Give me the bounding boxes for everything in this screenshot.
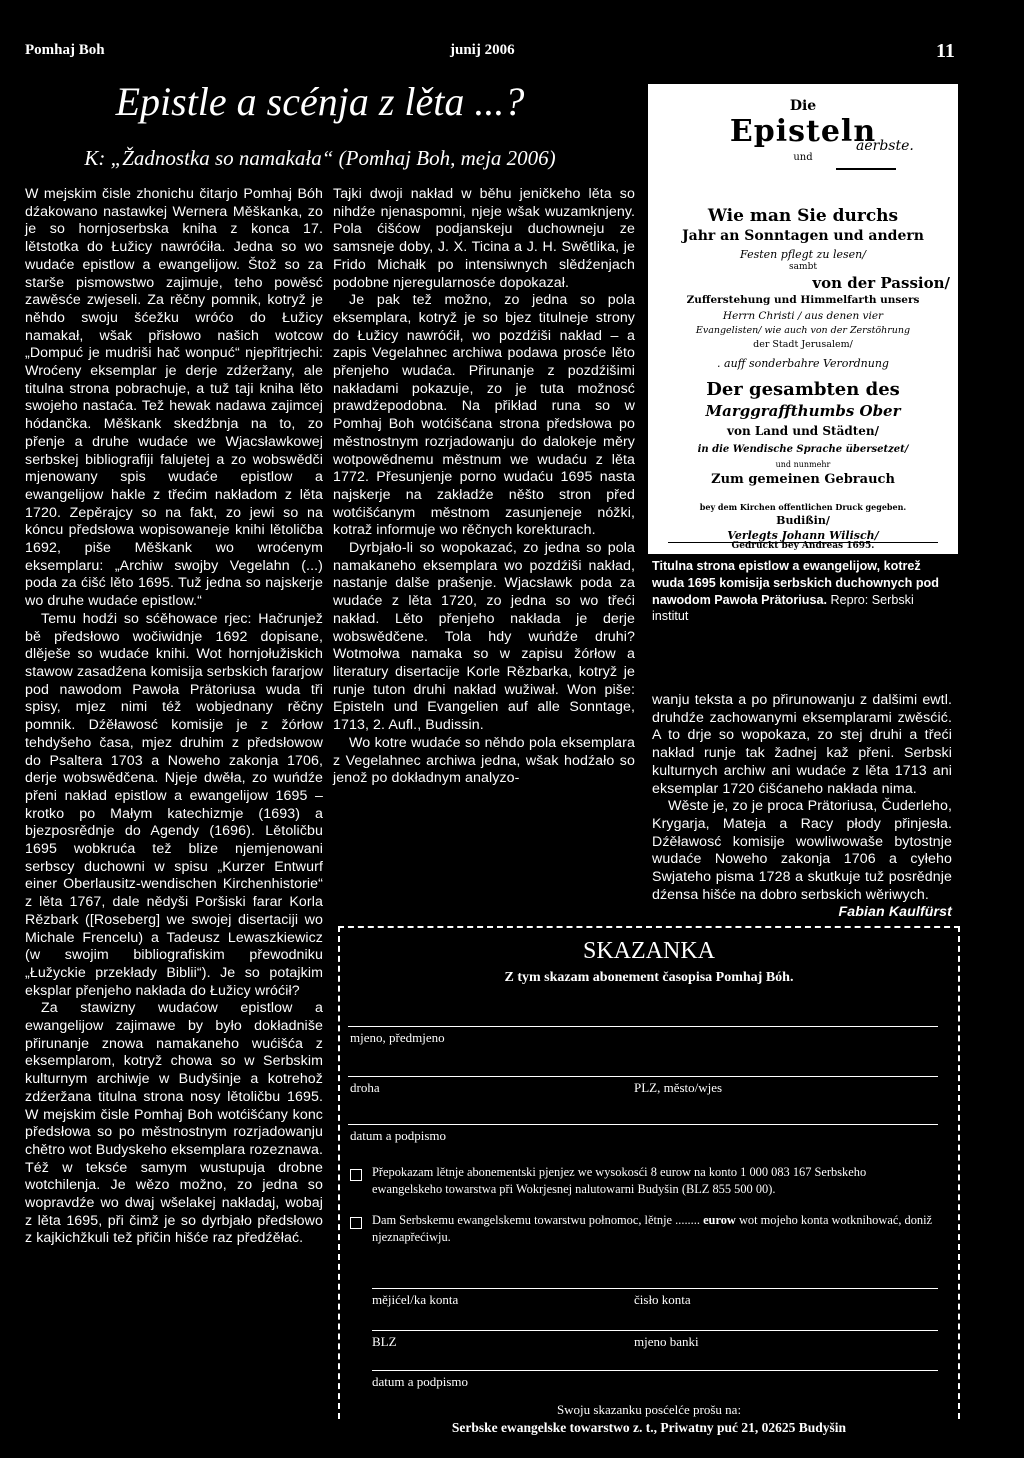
paragraph	[652, 798, 952, 921]
blz-label: BLZ	[372, 1334, 397, 1349]
direct-debit-option	[372, 1212, 938, 1245]
facsimile-line: und	[793, 152, 813, 163]
facsimile-line: bey dem Kirchen offentlichen Druck gegeben.	[699, 502, 907, 512]
direct-debit-text: Dam Serbskemu ewangelskemu towarstwu połnomoc, lětnje ........	[372, 1213, 700, 1227]
date-signature-label: datum a podpismo	[372, 1374, 469, 1389]
facsimile-line: Die	[789, 98, 817, 114]
facsimile-line: und nunmehr	[775, 460, 831, 469]
account-number-label: čisło konta	[634, 1292, 691, 1307]
coupon-subtitle: Z tym skazam abonement časopisa Pomhaj Bóh.	[504, 970, 794, 985]
article-column-3	[652, 692, 952, 922]
facsimile-line: Budißin/	[776, 514, 830, 527]
paragraph: Wo kotre wudaće so něhdo pola eksemplara z Vegelahnec archiwa jedna, wšak hodźało so jenož po dokładnym analyzo-	[333, 734, 635, 787]
caption-text: Titulna strona epistlow a ewangelijow, kotrež wuda 1695 komisija serbskich duchownych pod nawodom Pawoła Prätoriusa.	[652, 559, 939, 607]
facsimile-line: Marggraffthumbs Ober	[705, 402, 901, 420]
send-instructions: Swoju skazanku posćelće prošu na:	[556, 1402, 742, 1417]
facsimile-line: der Stadt Jerusalem/	[753, 339, 853, 350]
paragraph: W mejskim čisle zhonichu čitarjo Pomhaj Bóh dźakowano nastawkej Wernera Měškanka, zo je so hornjoserbska kniha z konca 17. lětstotka do Łužicy nawróćiła. Jedna so wo wudaće epistlow a ewangelijow. Štož so za starše pismowstwo zajimuje, teho powěsć zawěsće zwjeseli. Za rěčny pomnik, kotryž je něhdo swoju šćežku wróćo do Łužicy namakał, wšak přisłowo našich wotcow „Dompuć je mudriši hač wonpuć“ njepřitrjechi: Wroćeny eksemplar je derje zdźeržany, ale titulna strona pobrachuje, a tuž taji kniha lěto swojeho nastaća. Tež hewak nadawa zajimcej hódančka. Měškank skedźbnja na to, zo přenje a druhe wudaće we Wjacsławkowej serbskej bibliografiji falujetej a zo wobswědči mjenowany spis wudaće epistlow a ewangelijow hakle z třećim nakładom z lěta 1720. Zepěrajcy so na fakt, zo jewi so na kóncu předsłowa wopisowaneje knihi lětoličba 1692, piše Měškank wo wroćenym eksemplaru: „Archiw swojby Vegelahn (...) poda za ćišć lěto 1695. Tuž jedna so najskerje wo druhe wudaće epistlow.“	[25, 186, 323, 610]
article-column-2	[333, 186, 635, 788]
account-holder-label: mějićel/ka konta	[372, 1292, 459, 1307]
paragraph: Je pak tež možno, zo jedna so pola eksemplara, kotryž je so bjez titulneje strony do Łužicy nawróćił, wo pozdźiši nakład – a zapis Vegelahnec archiwa podawa prosće lěto přenjeho wudaća. Přirunanje z pozdźišimi nakładami pokazuje, zo je tuta možnosć prawdźepodobna. Na přikład runa so w Pomhaj Boh wotćišćana strona předsłowa po městnostnym rozrjadowanju do dalokeje měry wotpowědnemu městnum we wudaću z lěta 1772. Přesunjenje porno wudaću 1695 nasta najskerje na zakładźe něšto stron před wotćišćanym městnom zasunjeneje nóžki, kotraž informuje wo rěčnych korekturach.	[333, 292, 635, 539]
facsimile-line: in die Wendische Sprache übersetzet/	[697, 444, 909, 455]
facsimile-line: Evangelisten/ wie auch von der Zerstöhrung	[695, 325, 911, 336]
handwritten-annotation: aerbste.	[856, 138, 914, 154]
signature-line[interactable]	[348, 1124, 938, 1125]
cut-line	[958, 926, 960, 1419]
paragraph-text: Wěste je, zo je proca Prätoriusa, Čuderleho, Krygarja, Mateja a Racy płody přinjesła. Dźěławosć komisije wowliwowaše bytostnje wudaće Noweho zakonja 1706 a cyłeho Swjateho pisma 1728 a skutkuje tuž posrědnje dźensa hišće na dobro serbskich wěriwych.	[652, 798, 952, 903]
account-line[interactable]	[372, 1288, 938, 1289]
facsimile-line: Zum gemeinen Gebrauch	[711, 472, 895, 487]
paragraph: wanju teksta a po přirunowanju z dalšimi ewtl. druhdźe zachowanymi eksemplarami zwěsćić. A to drje so wopokaza, zo stej druhi a třeći nakład runje tak žadnej kaž přeni. Serbski kulturnych archiw ani wudaće z lěta 1713 ani eksemplar 1720 ćišćaneho nakłada nima.	[652, 692, 952, 797]
facsimile-line: sambt	[789, 262, 817, 272]
facsimile-line: von der Passion/	[812, 274, 950, 292]
paragraph: Tajki dwoji nakład w běhu jeničkeho lěta so nihdźe njenaspomni, njeje wšak wuzamknjeny. Pola ćišćow podjanskeju duchowneju ze samsneje doby, J. X. Ticina a J. H. Swětlika, je Frido Michałk po intensiwnych slědźenjach podobne njeregularnosće dopokazał.	[333, 186, 635, 291]
coupon-title: SKAZANKA	[583, 938, 715, 964]
subscription-coupon	[338, 926, 960, 1419]
facsimile-line: Verlegts Johann Wilisch/	[727, 529, 879, 542]
paragraph: Dyrbjało-li so wopokazać, zo jedna so pola namakaneho eksemplara wo pozdźiši nakład, nastanje dalše prašenje. Wjacsławk poda za wudaće z lěta 1720, zo jedna so wo třeći nakład. Lěto přenjeho nakłada je derje wobswědčene. Tola hdy wuńdźe druhi? Wotmołwa namaka so w zapisu žórłow a literatury disertacije Korle Rězbarka, kotryž je runje tuton druhi nakład wužiwał. Won piše: Episteln und Evangelien auf alle Sonntage, 1713, 2. Aufl., Budissin.	[333, 540, 635, 734]
image-caption	[652, 558, 952, 625]
caption-credit: Repro: Serbski institut	[652, 592, 914, 624]
facsimile-line: von Land und Städten/	[726, 424, 880, 438]
facsimile-line: Wie man Sie durchs	[707, 206, 899, 226]
article-column-1	[25, 186, 323, 1248]
author-signature: Fabian Kaulfürst	[838, 904, 952, 921]
address-line[interactable]	[348, 1076, 938, 1077]
zip-label: PLZ, město/wjes	[634, 1080, 723, 1095]
facsimile-line: Festen pflegt zu lesen/	[740, 248, 866, 261]
facsimile-line: Jahr an Sonntagen und andern	[682, 228, 924, 244]
page-number: 11	[936, 40, 955, 62]
direct-debit-currency: eurow	[703, 1213, 736, 1227]
bank-name-label: mjeno banki	[634, 1334, 699, 1349]
date-signature-label: datum a podpismo	[350, 1128, 447, 1143]
bank-transfer-option: Přepokazam lětnje abonementski pjenjez we wysokosći 8 eurow na konto 1 000 083 167 Serbskeho ewangelskeho towarstwa při Wokrjesnej nalutowarni Budyšin (BLZ 855 500 00).	[372, 1165, 867, 1196]
cut-line	[338, 926, 340, 1419]
facsimile-line: . auff sonderbahre Verordnung	[717, 357, 889, 370]
cut-line	[338, 926, 960, 928]
name-label: mjeno, předmjeno	[350, 1030, 445, 1045]
signature-line[interactable]	[372, 1370, 938, 1371]
facsimile-line: Gedruckt bey Andreas 1695.	[731, 541, 875, 551]
direct-debit-text: wot mojeho konta wotknihować, doniž njeznapřećiwju.	[372, 1213, 933, 1244]
bank-transfer-checkbox[interactable]	[350, 1169, 362, 1181]
facsimile-rule	[836, 168, 896, 170]
name-line[interactable]	[348, 1026, 938, 1027]
facsimile-line: Zufferstehung und Himmelfarth unsers	[686, 294, 920, 306]
title-page-facsimile	[648, 84, 958, 554]
article-subtitle: K: „Žadnostka so namakała“ (Pomhaj Boh, meja 2006)	[84, 146, 556, 170]
header-publication: Pomhaj Boh	[25, 42, 105, 58]
direct-debit-checkbox[interactable]	[350, 1217, 362, 1229]
article-title: Epistle a scénja z lěta ...?	[115, 79, 525, 124]
paragraph: Za stawizny wudaćow epistlow a ewangelijow zajimawe by było dokładniše přirunanje znowa namakaneho wućišća z eksemplarom, kotryž chowa so w Serbskim kulturnym archiwje w Budyšinje a kotrehož zdźeržana titulna strona nosy lětoličbu 1695. W mejskim čisle Pomhaj Boh wotćišćany konc předsłowa so po městnostnym rozrjadowanju chětro wot Budyskeho eksemplara rozeznawa. Též w teksće samym wustupuja drobne wotchilenja. Je wězo možno, zo jedna so wopravdźe wo dwaj wšelakej nakładaj, wobaj z lěta 1695, při čimž je so dyrbjało předsłowo z kajkichžkuli tež přičin hišće raz předźěłać.	[25, 1000, 323, 1247]
paragraph: Temu hodźi so sćěhowace rjec: Hačrunjež bě předsłowo wočiwidnje 1692 dopisane, dlěješe so wudaće knihi. Wot hornjołužiskich stawow zasadźena komisija serbskich fararjow pod nawodom Pawoła Prätoriusa wuda tři spisy, mjez nimi též wobjednany rěčny pomnik. Dźěławosć komisije je z žórłow tehdyšeho časa, mjez druhim z předsłowow do Psaltera 1703 a Noweho zakonja 1706, derje wobswědčena. Njeje dwěła, zo wuńdźe přeni nakład epistlow a ewangelijow 1695 – krotko po Małym katechizmje (1693) a bjezposrědnje do Agendy (1696). Lětoličbu 1695 wobkruća tež blize njemjenowani serbscy duchowni w spisu „Kurzer Entwurf einer Oberlausitz-wendischen Kirchenhistorie“ z lěta 1767, dale nědyši Poršiski farar Korla Rězbark ([Roseberg] we swojej disertaciji wo Michale Frencelu) a Tadeusz Lewaszkiewicz (w swojim bibliografiskim přewodniku „Łužyckie przekłady Biblii“). Je so potajkim eksplar přenjeho nakłada do Łužicy wróćił?	[25, 610, 323, 999]
street-label: droha	[350, 1080, 380, 1095]
bank-line[interactable]	[372, 1330, 938, 1331]
facsimile-line: Episteln	[729, 114, 877, 149]
header-date: junij 2006	[450, 42, 515, 58]
facsimile-line: Herrn Christi / aus denen vier	[722, 310, 884, 322]
mailing-address: Serbske ewangelske towarstwo z. t., Priwatny puć 21, 02625 Budyšin	[451, 1420, 847, 1435]
facsimile-line: Der gesambten des	[706, 379, 900, 400]
